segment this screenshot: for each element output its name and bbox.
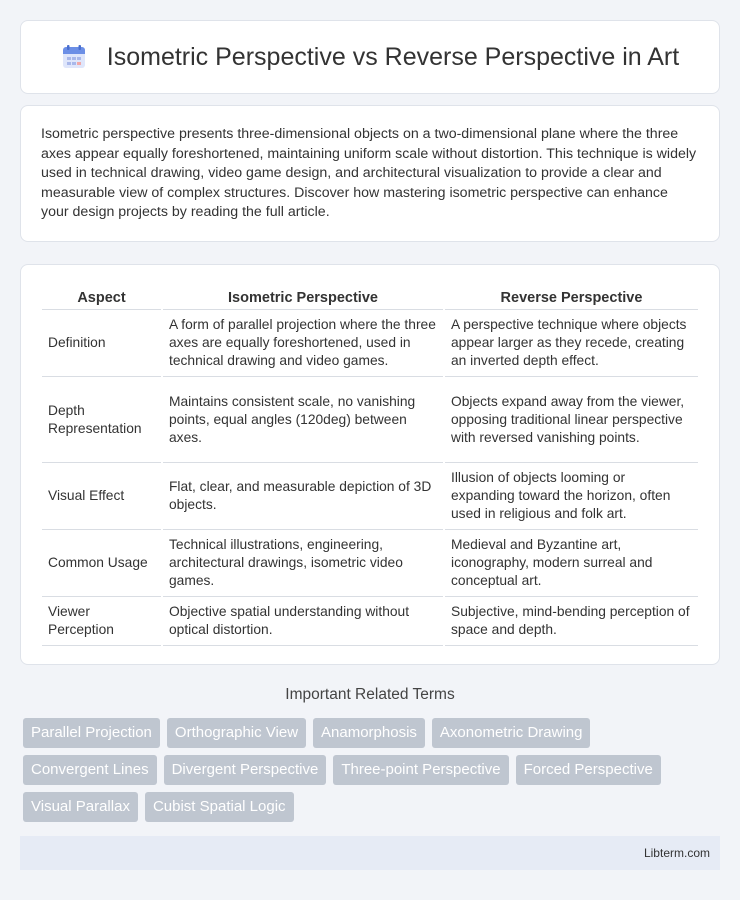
- row-aspect-cell: Definition: [42, 310, 162, 377]
- tag-divergent-perspective[interactable]: Divergent Perspective: [164, 755, 327, 785]
- tag-parallel-projection[interactable]: Parallel Projection: [23, 718, 160, 748]
- table-row: [42, 597, 698, 646]
- row-aspect-cell: Viewer Perception: [42, 597, 162, 646]
- row-reverse-cell: Illusion of objects looming or expanding toward the horizon, often used in religious and folk art.: [444, 463, 698, 530]
- tag-orthographic-view[interactable]: Orthographic View: [167, 718, 306, 748]
- row-aspect-cell: Visual Effect: [42, 463, 162, 530]
- header-aspect: Aspect: [42, 285, 162, 310]
- table-row: [42, 463, 698, 530]
- header-card: [20, 20, 720, 94]
- tag-axonometric-drawing[interactable]: Axonometric Drawing: [432, 718, 591, 748]
- row-aspect-cell: Depth Representation: [42, 377, 162, 463]
- table-header-row: [42, 285, 698, 310]
- comparison-table-card: [20, 264, 720, 665]
- page-title: Isometric Perspective vs Reverse Perspective in Art: [106, 42, 680, 71]
- intro-card: [20, 105, 720, 242]
- row-isometric-cell: Objective spatial understanding without optical distortion.: [162, 597, 444, 646]
- intro-paragraph: Isometric perspective presents three-dimensional objects on a two-dimensional plane where the three axes appear equally foreshortened, maintaining uniform scale without distortion. This technique is widely used in technical drawing, video game design, and architectural visualization to provide a clear and measurable view of complex structures. Discover how mastering isometric perspective can enhance your design projects by reading the full article.: [41, 126, 697, 221]
- row-isometric-cell: Flat, clear, and measurable depiction of 3D objects.: [162, 463, 444, 530]
- header-reverse: Reverse Perspective: [444, 285, 698, 310]
- row-isometric-cell: Technical illustrations, engineering, architectural drawings, isometric video games.: [162, 530, 444, 597]
- footer: [20, 836, 720, 870]
- related-terms-list: [23, 718, 723, 822]
- header-isometric: Isometric Perspective: [162, 285, 444, 310]
- row-isometric-cell: A form of parallel projection where the three axes are equally foreshortened, used in technical drawing and video games.: [162, 310, 444, 377]
- row-aspect-cell: Common Usage: [42, 530, 162, 597]
- row-isometric-cell: Maintains consistent scale, no vanishing points, equal angles (120deg) between axes.: [162, 377, 444, 463]
- row-reverse-cell: Objects expand away from the viewer, opposing traditional linear perspective with reversed vanishing points.: [444, 377, 698, 463]
- tag-cubist-spatial-logic[interactable]: Cubist Spatial Logic: [145, 792, 294, 822]
- comparison-table: [42, 285, 698, 646]
- tag-convergent-lines[interactable]: Convergent Lines: [23, 755, 157, 785]
- tag-anamorphosis[interactable]: Anamorphosis: [313, 718, 425, 748]
- table-row: [42, 377, 698, 463]
- related-terms-heading: Important Related Terms: [285, 686, 455, 703]
- table-row: [42, 530, 698, 597]
- calendar-icon: [61, 44, 87, 70]
- row-reverse-cell: Medieval and Byzantine art, iconography, modern surreal and conceptual art.: [444, 530, 698, 597]
- table-row: [42, 310, 698, 377]
- footer-site-link[interactable]: Libterm.com: [643, 846, 710, 860]
- row-reverse-cell: A perspective technique where objects appear larger as they recede, creating an inverted depth effect.: [444, 310, 698, 377]
- row-reverse-cell: Subjective, mind-bending perception of space and depth.: [444, 597, 698, 646]
- tag-visual-parallax[interactable]: Visual Parallax: [23, 792, 138, 822]
- tag-three-point-perspective[interactable]: Three-point Perspective: [333, 755, 508, 785]
- tag-forced-perspective[interactable]: Forced Perspective: [516, 755, 661, 785]
